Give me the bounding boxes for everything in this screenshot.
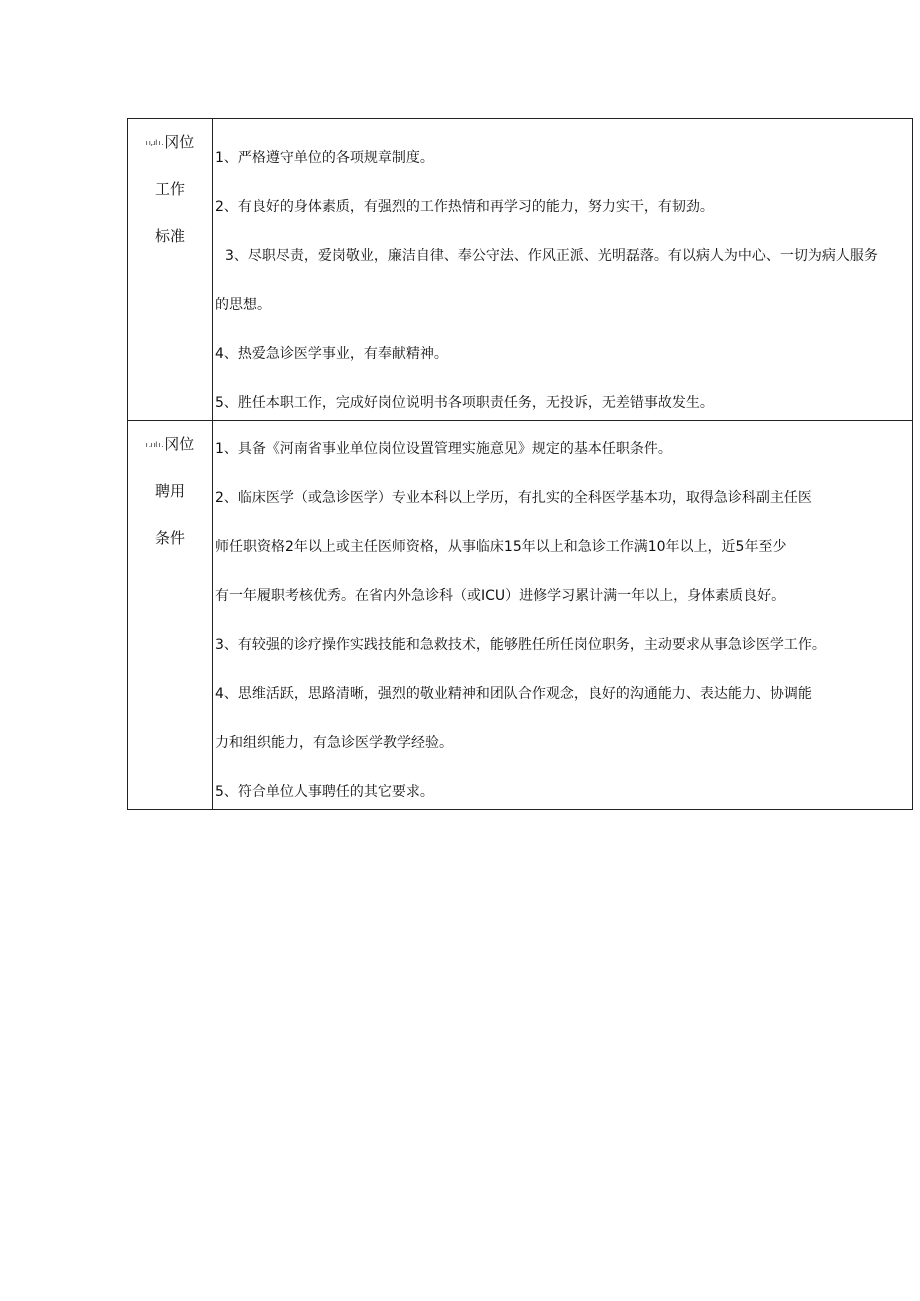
table-row-hiring-conditions	[128, 421, 913, 810]
content-line: 5、符合单位人事聘任的其它要求。	[215, 784, 434, 800]
content-line: 有一年履职考核优秀。在省内外急诊科（或ICU）进修学习累计满一年以上，身体素质良好。	[215, 588, 786, 604]
section-content-cell	[213, 119, 913, 421]
section-label-first-line	[146, 433, 195, 455]
section-label-line: 标准	[154, 227, 185, 245]
section-label-cell	[128, 119, 213, 421]
section-label	[128, 119, 212, 247]
content-line: 3、尽职尽责，爱岗敬业，廉洁自律、奉公守法、作风正派、光明磊落。有以病人为中心、一切为病人服务	[225, 248, 878, 264]
section-label-line: 条件	[154, 529, 185, 547]
section-label	[128, 421, 212, 549]
table-row-work-standard	[128, 119, 913, 421]
label-text: 冈位	[164, 435, 195, 453]
content-line: 的思想。	[215, 297, 271, 313]
label-prefix-glyphs: ı ı,.ıl ı .	[145, 138, 164, 147]
section-label-first-line	[146, 131, 195, 153]
label-text: 冈位	[164, 133, 195, 151]
content-line: 5、胜任本职工作，完成好岗位说明书各项职责任务，无投诉，无差错事故发生。	[215, 395, 714, 411]
content-line: 师任职资格2年以上或主任医师资格，从事临床15年以上和急诊工作满10年以上，近5年至少	[215, 539, 787, 555]
content-line: 3、有较强的诊疗操作实践技能和急救技术，能够胜任所任岗位职务，主动要求从事急诊医学工作。	[215, 637, 826, 653]
section-label-line: 工作	[154, 180, 185, 198]
section-content-cell	[213, 421, 913, 810]
content-line: 1、具备《河南省事业单位岗位设置管理实施意见》规定的基本任职条件。	[215, 441, 672, 457]
content-line: 1、严格遵守单位的各项规章制度。	[215, 150, 434, 166]
content-line: 2、有良好的身体素质，有强烈的工作热情和再学习的能力，努力实干，有韧劲。	[215, 199, 714, 215]
job-requirements-table	[127, 118, 913, 810]
content-line: 4、思维活跃，思路清晰，强烈的敬业精神和团队合作观念，良好的沟通能力、表达能力、协调能	[215, 686, 812, 702]
content-line: 2、临床医学（或急诊医学）专业本科以上学历，有扎实的全科医学基本功，取得急诊科副主任医	[215, 490, 812, 506]
section-label-line: 聘用	[154, 482, 185, 500]
label-prefix-glyphs: ı .ı ıl ı .	[145, 440, 164, 449]
content-line: 4、热爱急诊医学事业，有奉献精神。	[215, 346, 448, 362]
content-line: 力和组织能力，有急诊医学教学经验。	[215, 735, 453, 751]
section-label-cell	[128, 421, 213, 810]
